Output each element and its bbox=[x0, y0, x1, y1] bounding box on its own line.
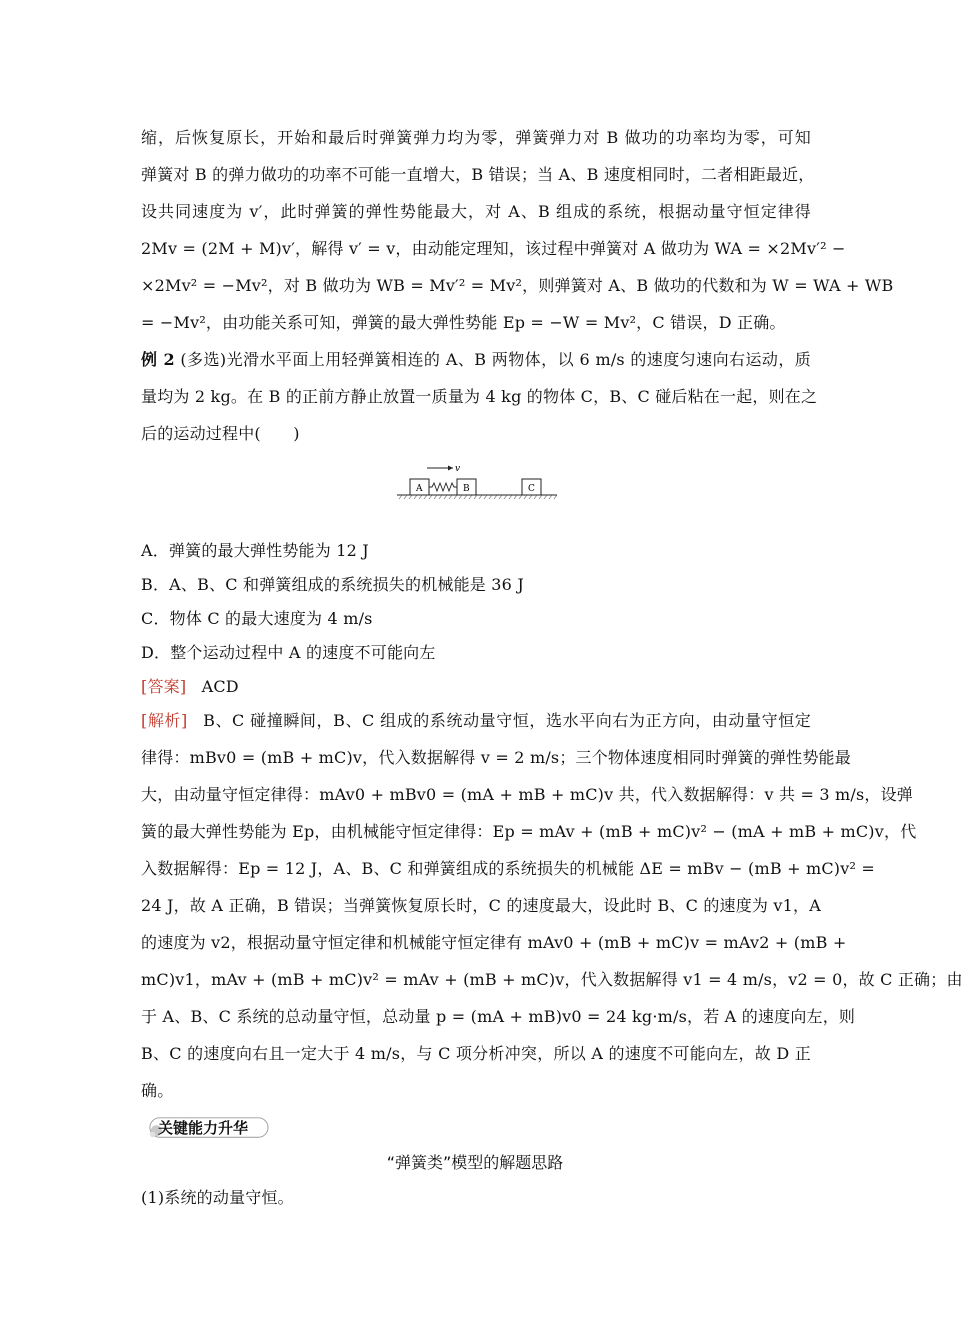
analysis-text-1: B、C 碰撞瞬间，B、C 组成的系统动量守恒，选水平向右为正方向，由动量守恒定 bbox=[203, 711, 811, 730]
example-line-1 bbox=[141, 349, 811, 371]
analysis-line-3: 大，由动量守恒定律得：mAv0 + mBv0 = (mA + mB + mC)v 共，代入数据解得：v 共 = 3 m/s，设弹 bbox=[141, 785, 913, 804]
option-d: D．整个运动过程中 A 的速度不可能向左 bbox=[141, 643, 436, 662]
velocity-arrowhead bbox=[448, 466, 453, 471]
spring-blocks-figure bbox=[395, 458, 560, 504]
analysis-label: [解析] bbox=[141, 711, 188, 730]
analysis-line-4: 簧的最大弹性势能为 Ep，由机械能守恒定律得：Ep = mAv + (mB + mC)v² − (mA + mB + mC)v，代 bbox=[141, 822, 917, 841]
example-text-1: (多选)光滑水平面上用轻弹簧相连的 A、B 两物体，以 6 m/s 的速度匀速向右运动，质 bbox=[180, 350, 811, 369]
example-label: 例 2 bbox=[141, 350, 175, 369]
intro-line-1: 缩，后恢复原长，开始和最后时弹簧弹力均为零，弹簧弹力对 B 做功的功率均为零，可知 bbox=[141, 128, 811, 147]
analysis-line-6: 24 J，故 A 正确，B 错误；当弹簧恢复原长时，C 的速度最大，设此时 B、C 的速度为 v1，A bbox=[141, 896, 821, 915]
block-b-label: B bbox=[463, 484, 470, 494]
first-item: (1)系统的动量守恒。 bbox=[141, 1188, 294, 1207]
intro-line-4: 2Mv = (2M + M)v′，解得 v′ = v，由动能定理知，该过程中弹簧对 A 做功为 WA = ×2Mv′² − bbox=[141, 239, 846, 258]
intro-line-3: 设共同速度为 v′，此时弹簧的弹性势能最大，对 A、B 组成的系统，根据动量守恒定律得 bbox=[141, 202, 811, 221]
intro-line-6: = −Mv²，由功能关系可知，弹簧的最大弹性势能 Ep = −W = Mv²，C 错误，D 正确。 bbox=[141, 313, 786, 332]
analysis-line-2: 律得：mBv0 = (mB + mC)v，代入数据解得 v = 2 m/s；三个物体速度相同时弹簧的弹性势能最 bbox=[141, 748, 851, 767]
analysis-line-9: 于 A、B、C 系统的总动量守恒，总动量 p = (mA + mB)v0 = 24 kg·m/s，若 A 的速度向左，则 bbox=[141, 1007, 856, 1026]
intro-line-2: 弹簧对 B 的弹力做功的功率不可能一直增大，B 错误；当 A、B 速度相同时，二者相距最近， bbox=[141, 165, 815, 184]
analysis-line-5: 入数据解得：Ep = 12 J，A、B、C 和弹簧组成的系统损失的机械能 ΔE = mBv − (mB + mC)v² = bbox=[141, 859, 875, 878]
spring bbox=[429, 483, 457, 491]
example-line-2: 量均为 2 kg。在 B 的正前方静止放置一质量为 4 kg 的物体 C，B、C 碰后粘在一起，则在之 bbox=[141, 387, 818, 406]
section-badge-label: 关键能力升华 bbox=[158, 1119, 249, 1137]
analysis-line-7: 的速度为 v2，根据动量守恒定律和机械能守恒定律有 mAv0 + (mB + mC)v = mAv2 + (mB + bbox=[141, 933, 847, 952]
block-c-label: C bbox=[528, 484, 535, 494]
analysis-line-1 bbox=[141, 710, 811, 732]
intro-line-5: ×2Mv² = −Mv²，对 B 做功为 WB = Mv′² = Mv²，则弹簧对 A、B 做功的代数和为 W = WA + WB bbox=[141, 276, 894, 295]
option-a: A．弹簧的最大弹性势能为 12 J bbox=[141, 541, 369, 560]
analysis-line-8: mC)v1，mAv + (mB + mC)v² = mAv + (mB + mC)v，代入数据解得 v1 = 4 m/s，v2 = 0，故 C 正确；由 bbox=[141, 970, 963, 989]
ground-hatching bbox=[399, 495, 557, 499]
analysis-line-10: B、C 的速度向右且一定大于 4 m/s，与 C 项分析冲突，所以 A 的速度不可能向左，故 D 正 bbox=[141, 1044, 811, 1063]
example-line-3: 后的运动过程中( ) bbox=[141, 424, 300, 443]
answer-line bbox=[141, 676, 811, 698]
velocity-label: v bbox=[455, 464, 461, 474]
answer-label: [答案] bbox=[141, 677, 187, 696]
block-a-label: A bbox=[416, 484, 423, 494]
answer-value: ACD bbox=[201, 677, 239, 696]
option-c: C．物体 C 的最大速度为 4 m/s bbox=[141, 609, 373, 628]
option-b: B．A、B、C 和弹簧组成的系统损失的机械能是 36 J bbox=[141, 575, 524, 594]
analysis-line-11: 确。 bbox=[141, 1081, 174, 1100]
section-heading: “弹簧类”模型的解题思路 bbox=[386, 1153, 564, 1172]
